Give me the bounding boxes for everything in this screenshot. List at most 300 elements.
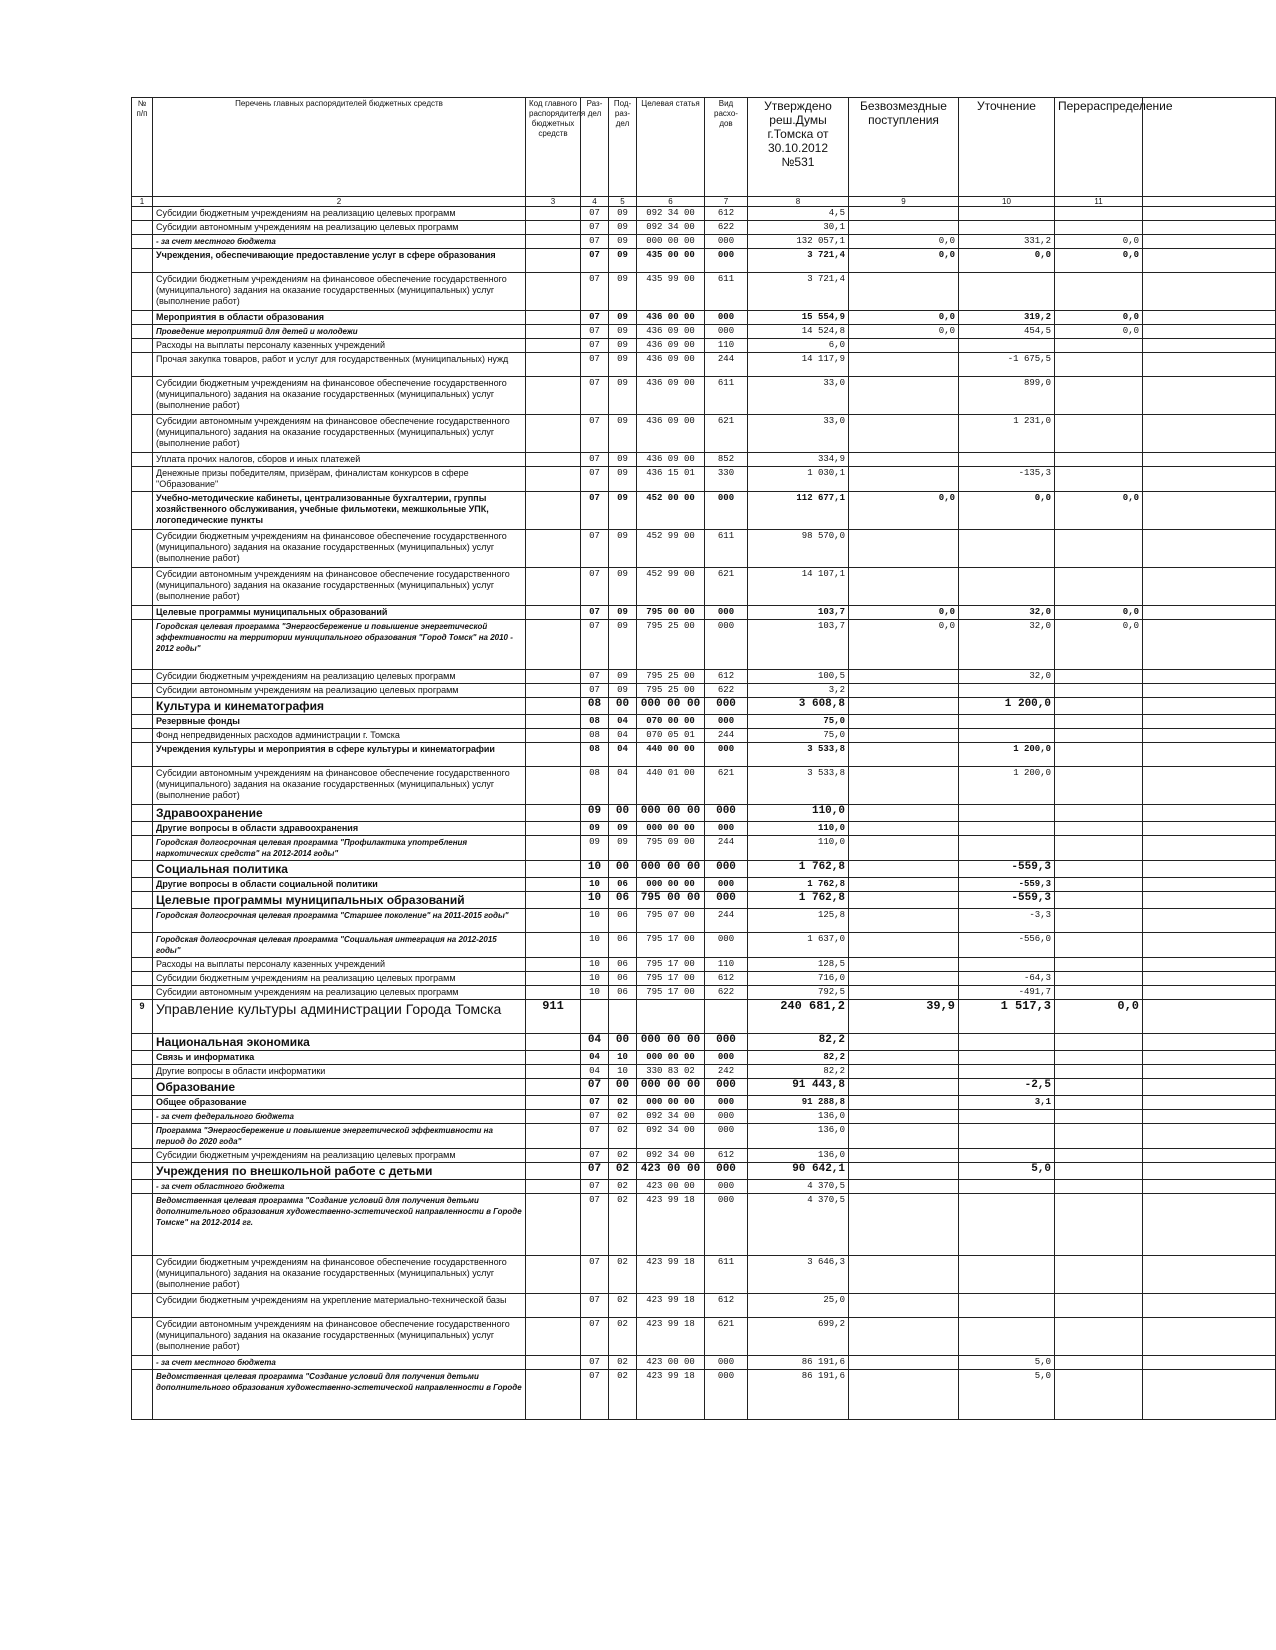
column-number: 11 [1055,197,1143,207]
table-row [132,273,1276,311]
row-cs-cell: 795 07 00 [637,909,705,933]
table-row [132,743,1276,767]
row-pereraspr-cell [1055,1370,1143,1420]
row-vr-cell: 000 [705,743,748,767]
table-row [132,1294,1276,1318]
row-pereraspr-cell [1055,861,1143,878]
row-name-cell: Проведение мероприятий для детей и молодежи [153,325,526,339]
row-bezvozm-cell [849,933,959,958]
row-vr-cell: 244 [705,729,748,743]
row-number-cell [132,1180,153,1194]
row-code-cell [526,698,581,715]
row-name-cell: Субсидии автономным учреждениям на реализацию целевых программ [153,684,526,698]
row-extra-cell [1143,767,1276,805]
row-cs-cell: 330 83 02 [637,1065,705,1079]
row-extra-cell [1143,568,1276,606]
row-podrazdel-cell: 09 [609,249,637,273]
row-cs-cell: 423 99 18 [637,1194,705,1256]
row-bezvozm-cell: 0,0 [849,235,959,249]
row-extra-cell [1143,221,1276,235]
row-name-cell: Учреждения по внешкольной работе с детьми [153,1163,526,1180]
row-approved-cell: 3 533,8 [748,767,849,805]
row-podrazdel-cell: 09 [609,325,637,339]
row-cs-cell: 452 00 00 [637,492,705,530]
row-number-cell [132,1079,153,1096]
row-utoch-cell: 1 200,0 [959,698,1055,715]
row-approved-cell: 112 677,1 [748,492,849,530]
row-number-cell [132,1163,153,1180]
row-podrazdel-cell: 06 [609,972,637,986]
row-code-cell [526,467,581,492]
row-name-cell: Образование [153,1079,526,1096]
row-code-cell [526,339,581,353]
row-razdel-cell: 07 [581,467,609,492]
row-podrazdel-cell: 00 [609,1079,637,1096]
table-row [132,1096,1276,1110]
table-row [132,933,1276,958]
row-extra-cell [1143,1149,1276,1163]
row-cs-cell: 000 00 00 [637,1079,705,1096]
row-code-cell [526,958,581,972]
table-row [132,715,1276,729]
row-podrazdel-cell: 09 [609,339,637,353]
row-number-cell [132,492,153,530]
row-cs-cell: 423 99 18 [637,1256,705,1294]
row-extra-cell [1143,933,1276,958]
row-name-cell: Городская долгосрочная целевая программа "Старшее поколение" на 2011-2015 годы" [153,909,526,933]
row-number-cell [132,606,153,620]
row-razdel-cell: 07 [581,1256,609,1294]
row-razdel-cell: 07 [581,377,609,415]
row-pereraspr-cell [1055,805,1143,822]
row-approved-cell: 3 721,4 [748,249,849,273]
row-approved-cell: 1 762,8 [748,892,849,909]
row-name-cell: Субсидии автономным учреждениям на финансовое обеспечение государственного (муниципального) задания на оказание государственных (муниципальных) услуг (выполнение работ) [153,568,526,606]
row-code-cell [526,729,581,743]
table-row [132,892,1276,909]
row-pereraspr-cell [1055,1163,1143,1180]
table-row [132,836,1276,861]
row-razdel-cell: 07 [581,1194,609,1256]
row-number-cell [132,1096,153,1110]
row-utoch-cell [959,729,1055,743]
row-extra-cell [1143,958,1276,972]
row-bezvozm-cell [849,1065,959,1079]
row-approved-cell: 14 524,8 [748,325,849,339]
table-row [132,1318,1276,1356]
row-approved-cell: 91 443,8 [748,1079,849,1096]
row-vr-cell: 612 [705,1294,748,1318]
table-row [132,1110,1276,1124]
row-pereraspr-cell: 0,0 [1055,249,1143,273]
row-name-cell: Национальная экономика [153,1034,526,1051]
row-podrazdel-cell: 09 [609,530,637,568]
row-vr-cell: 000 [705,1370,748,1420]
row-extra-cell [1143,1194,1276,1256]
row-razdel-cell: 08 [581,715,609,729]
row-cs-cell: 423 99 18 [637,1294,705,1318]
row-number-cell [132,805,153,822]
row-code-cell [526,1096,581,1110]
row-extra-cell [1143,339,1276,353]
row-bezvozm-cell [849,1034,959,1051]
row-code-cell [526,743,581,767]
row-approved-cell: 125,8 [748,909,849,933]
row-bezvozm-cell: 0,0 [849,325,959,339]
row-extra-cell [1143,467,1276,492]
col-vr-header: Вид расхо-дов [705,98,748,197]
row-podrazdel-cell: 02 [609,1256,637,1294]
row-podrazdel-cell: 06 [609,933,637,958]
row-podrazdel-cell: 00 [609,861,637,878]
row-name-cell: Целевые программы муниципальных образований [153,892,526,909]
row-name-cell: Субсидии бюджетным учреждениям на финансовое обеспечение государственного (муниципального) задания на оказание государственных (муниципальных) услуг (выполнение работ) [153,377,526,415]
col-num-header: № п/п [132,98,153,197]
row-name-cell: Другие вопросы в области здравоохранения [153,822,526,836]
row-podrazdel-cell: 04 [609,767,637,805]
row-bezvozm-cell [849,273,959,311]
row-utoch-cell [959,684,1055,698]
row-utoch-cell [959,530,1055,568]
row-podrazdel-cell: 09 [609,273,637,311]
row-utoch-cell: 32,0 [959,620,1055,670]
row-extra-cell [1143,377,1276,415]
row-utoch-cell: 1 231,0 [959,415,1055,453]
row-extra-cell [1143,836,1276,861]
row-extra-cell [1143,878,1276,892]
row-approved-cell: 75,0 [748,729,849,743]
row-name-cell: - за счет федерального бюджета [153,1110,526,1124]
row-pereraspr-cell [1055,1124,1143,1149]
table-row [132,670,1276,684]
row-pereraspr-cell [1055,1079,1143,1096]
row-number-cell [132,221,153,235]
row-pereraspr-cell [1055,207,1143,221]
table-row [132,729,1276,743]
row-bezvozm-cell [849,1110,959,1124]
row-code-cell [526,822,581,836]
row-code-cell [526,1110,581,1124]
row-podrazdel-cell: 02 [609,1370,637,1420]
row-code-cell [526,909,581,933]
column-number-extra [1143,197,1276,207]
row-bezvozm-cell [849,878,959,892]
row-approved-cell: 716,0 [748,972,849,986]
row-extra-cell [1143,1294,1276,1318]
row-podrazdel-cell: 04 [609,743,637,767]
row-utoch-cell [959,805,1055,822]
row-bezvozm-cell [849,1256,959,1294]
row-vr-cell: 000 [705,822,748,836]
row-bezvozm-cell [849,743,959,767]
row-cs-cell: 000 00 00 [637,805,705,822]
row-cs-cell: 436 09 00 [637,453,705,467]
row-razdel-cell: 09 [581,805,609,822]
row-bezvozm-cell [849,467,959,492]
table-row [132,620,1276,670]
row-vr-cell: 612 [705,670,748,684]
table-row [132,1370,1276,1420]
row-podrazdel-cell: 09 [609,606,637,620]
column-number: 9 [849,197,959,207]
row-extra-cell [1143,620,1276,670]
row-razdel-cell: 07 [581,1096,609,1110]
row-bezvozm-cell [849,892,959,909]
table-row [132,767,1276,805]
column-number: 1 [132,197,153,207]
table-row [132,805,1276,822]
row-utoch-cell [959,1149,1055,1163]
row-cs-cell: 452 99 00 [637,568,705,606]
row-razdel-cell: 08 [581,698,609,715]
row-extra-cell [1143,743,1276,767]
row-vr-cell: 110 [705,339,748,353]
row-razdel-cell: 10 [581,861,609,878]
row-vr-cell: 000 [705,933,748,958]
table-row [132,1079,1276,1096]
row-number-cell [132,836,153,861]
row-code-cell [526,568,581,606]
row-pereraspr-cell [1055,353,1143,377]
row-name-cell: Городская долгосрочная целевая программа "Профилактика употребления наркотических средств" на 2012-2014 годы" [153,836,526,861]
row-approved-cell: 4 370,5 [748,1180,849,1194]
row-podrazdel-cell: 06 [609,892,637,909]
row-razdel-cell: 07 [581,1079,609,1096]
row-code-cell [526,972,581,986]
row-utoch-cell: 319,2 [959,311,1055,325]
row-approved-cell: 240 681,2 [748,1000,849,1034]
row-cs-cell [637,1000,705,1034]
row-code-cell [526,415,581,453]
row-vr-cell: 000 [705,1356,748,1370]
row-podrazdel-cell: 09 [609,377,637,415]
row-number-cell [132,878,153,892]
row-pereraspr-cell: 0,0 [1055,606,1143,620]
row-podrazdel-cell: 09 [609,235,637,249]
row-razdel-cell: 08 [581,767,609,805]
row-bezvozm-cell [849,1294,959,1318]
row-vr-cell: 000 [705,892,748,909]
row-bezvozm-cell [849,715,959,729]
row-cs-cell: 092 34 00 [637,1124,705,1149]
row-bezvozm-cell: 0,0 [849,606,959,620]
row-vr-cell: 000 [705,1180,748,1194]
row-extra-cell [1143,1124,1276,1149]
row-utoch-cell [959,822,1055,836]
table-row [132,492,1276,530]
row-extra-cell [1143,1256,1276,1294]
row-podrazdel-cell: 10 [609,1065,637,1079]
row-razdel-cell: 07 [581,568,609,606]
row-utoch-cell: -1 675,5 [959,353,1055,377]
row-vr-cell: 000 [705,620,748,670]
row-vr-cell: 000 [705,235,748,249]
row-pereraspr-cell [1055,986,1143,1000]
row-extra-cell [1143,606,1276,620]
row-vr-cell: 000 [705,492,748,530]
table-row [132,1256,1276,1294]
row-number-cell [132,715,153,729]
row-vr-cell: 000 [705,1034,748,1051]
row-pereraspr-cell [1055,670,1143,684]
row-number-cell [132,1356,153,1370]
row-name-cell: - за счет местного бюджета [153,235,526,249]
row-podrazdel-cell: 09 [609,221,637,235]
row-cs-cell: 436 00 00 [637,311,705,325]
row-pereraspr-cell [1055,972,1143,986]
row-extra-cell [1143,415,1276,453]
row-utoch-cell: -2,5 [959,1079,1055,1096]
row-podrazdel-cell: 02 [609,1194,637,1256]
budget-rows [132,207,1276,1420]
row-number-cell: 9 [132,1000,153,1034]
row-name-cell: Ведомственная целевая программа "Создание условий для получения детьми дополнительного образования художественно-эстетической направленности в Городе [153,1370,526,1420]
row-extra-cell [1143,273,1276,311]
row-name-cell: Уплата прочих налогов, сборов и иных платежей [153,453,526,467]
row-podrazdel-cell: 02 [609,1110,637,1124]
row-razdel-cell: 09 [581,836,609,861]
row-vr-cell: 000 [705,325,748,339]
row-podrazdel-cell: 02 [609,1356,637,1370]
row-pereraspr-cell: 0,0 [1055,325,1143,339]
row-number-cell [132,892,153,909]
table-row [132,249,1276,273]
col-name-header: Перечень главных распорядителей бюджетных средств [153,98,526,197]
budget-table [131,97,1276,1420]
row-number-cell [132,1194,153,1256]
row-approved-cell: 86 191,6 [748,1356,849,1370]
row-name-cell: Программа "Энергосбережение и повышение энергетической эффективности на период до 2020 года" [153,1124,526,1149]
row-cs-cell: 092 34 00 [637,221,705,235]
row-number-cell [132,670,153,684]
row-number-cell [132,1051,153,1065]
row-approved-cell: 33,0 [748,377,849,415]
row-pereraspr-cell [1055,933,1143,958]
row-pereraspr-cell [1055,1034,1143,1051]
row-vr-cell: 242 [705,1065,748,1079]
row-number-cell [132,353,153,377]
column-number: 10 [959,197,1055,207]
row-approved-cell: 110,0 [748,836,849,861]
row-utoch-cell: 5,0 [959,1163,1055,1180]
row-podrazdel-cell: 09 [609,467,637,492]
row-cs-cell: 795 00 00 [637,606,705,620]
row-pereraspr-cell [1055,1096,1143,1110]
column-number: 8 [748,197,849,207]
row-code-cell [526,715,581,729]
row-pereraspr-cell [1055,568,1143,606]
row-extra-cell [1143,1051,1276,1065]
row-podrazdel-cell: 09 [609,670,637,684]
row-name-cell: Общее образование [153,1096,526,1110]
row-extra-cell [1143,1110,1276,1124]
row-cs-cell: 795 25 00 [637,670,705,684]
row-podrazdel-cell: 09 [609,415,637,453]
row-bezvozm-cell [849,684,959,698]
row-code-cell [526,684,581,698]
row-bezvozm-cell [849,670,959,684]
row-razdel-cell: 10 [581,892,609,909]
row-pereraspr-cell [1055,1051,1143,1065]
row-podrazdel-cell: 06 [609,958,637,972]
row-approved-cell: 1 637,0 [748,933,849,958]
row-cs-cell: 070 05 01 [637,729,705,743]
row-bezvozm-cell: 0,0 [849,311,959,325]
row-utoch-cell: -135,3 [959,467,1055,492]
row-pereraspr-cell [1055,1294,1143,1318]
row-approved-cell: 15 554,9 [748,311,849,325]
row-razdel-cell: 07 [581,620,609,670]
row-pereraspr-cell [1055,1318,1143,1356]
row-code-cell [526,670,581,684]
row-bezvozm-cell [849,1149,959,1163]
row-code-cell: 911 [526,1000,581,1034]
row-number-cell [132,467,153,492]
row-bezvozm-cell: 0,0 [849,620,959,670]
table-row [132,606,1276,620]
row-utoch-cell: -556,0 [959,933,1055,958]
table-row [132,1194,1276,1256]
row-pereraspr-cell [1055,377,1143,415]
row-utoch-cell: 0,0 [959,492,1055,530]
row-number-cell [132,1294,153,1318]
row-number-cell [132,822,153,836]
row-vr-cell: 244 [705,353,748,377]
row-number-cell [132,415,153,453]
row-code-cell [526,273,581,311]
row-number-cell [132,620,153,670]
row-name-cell: Расходы на выплаты персоналу казенных учреждений [153,339,526,353]
row-approved-cell: 136,0 [748,1149,849,1163]
table-row [132,1163,1276,1180]
row-vr-cell: 000 [705,878,748,892]
row-vr-cell: 000 [705,311,748,325]
row-podrazdel-cell: 09 [609,492,637,530]
row-razdel-cell: 10 [581,933,609,958]
row-podrazdel-cell: 09 [609,353,637,377]
row-pereraspr-cell [1055,878,1143,892]
row-code-cell [526,1318,581,1356]
row-cs-cell: 436 09 00 [637,339,705,353]
table-row [132,467,1276,492]
row-extra-cell [1143,670,1276,684]
table-row [132,325,1276,339]
row-razdel-cell: 10 [581,909,609,933]
row-code-cell [526,1256,581,1294]
row-bezvozm-cell [849,767,959,805]
row-approved-cell: 1 762,8 [748,878,849,892]
row-pereraspr-cell [1055,339,1143,353]
row-bezvozm-cell [849,530,959,568]
row-pereraspr-cell [1055,684,1143,698]
row-extra-cell [1143,805,1276,822]
row-number-cell [132,377,153,415]
row-pereraspr-cell [1055,1149,1143,1163]
row-name-cell: Субсидии автономным учреждениям на реализацию целевых программ [153,986,526,1000]
table-row [132,311,1276,325]
row-podrazdel-cell: 09 [609,836,637,861]
row-utoch-cell [959,1294,1055,1318]
row-code-cell [526,1370,581,1420]
row-bezvozm-cell [849,805,959,822]
col-podrazdel-header: Под-раз-дел [609,98,637,197]
row-utoch-cell: -3,3 [959,909,1055,933]
row-razdel-cell: 08 [581,729,609,743]
row-utoch-cell: 32,0 [959,606,1055,620]
row-approved-cell: 128,5 [748,958,849,972]
row-number-cell [132,933,153,958]
row-code-cell [526,1065,581,1079]
